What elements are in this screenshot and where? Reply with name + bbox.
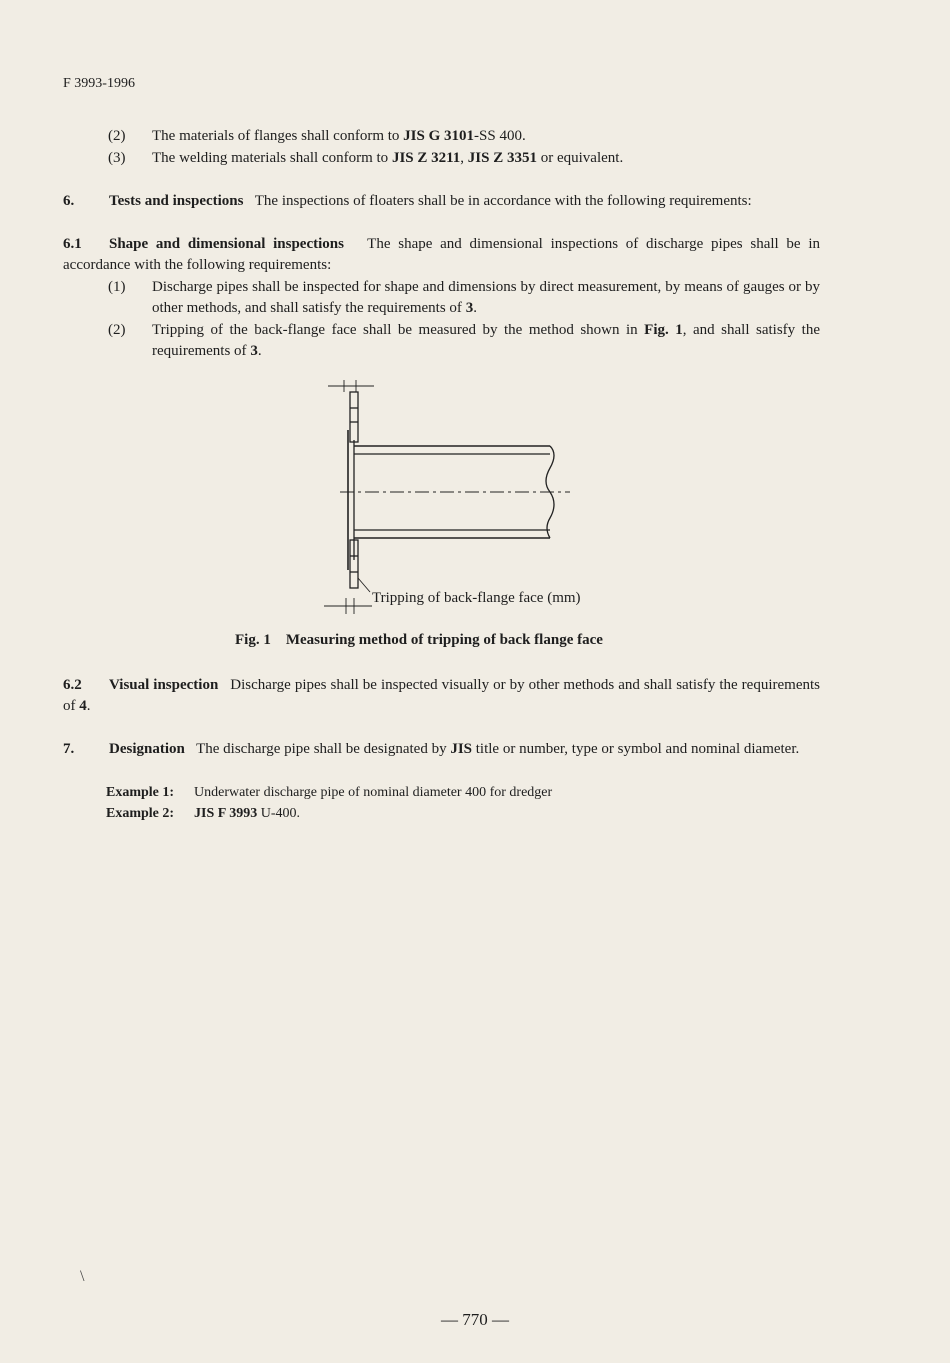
leader-line bbox=[358, 578, 370, 592]
section-title: Shape and dimensional inspections bbox=[109, 236, 344, 252]
jis-reference: JIS Z 3351 bbox=[467, 150, 537, 166]
jis-reference: JIS G 3101 bbox=[403, 128, 475, 144]
figure-1-diagram bbox=[300, 378, 620, 618]
standard-code: F 3993-1996 bbox=[63, 76, 135, 91]
example-label: Example 2: bbox=[106, 806, 175, 821]
gauge-top bbox=[350, 392, 358, 442]
section-text: The shape and dimensional inspections of discharge pipes shall be in accordance with the following requirements: bbox=[63, 236, 820, 273]
example-1 bbox=[106, 782, 706, 803]
section-6 bbox=[63, 191, 820, 212]
inspection-item-1: (1) Discharge pipes shall be inspected for shape and dimensions by direct measurement, by means of gauges or by other methods, and shall satisfy the requirements of 3. bbox=[108, 279, 820, 316]
example-text: U-400. bbox=[257, 806, 301, 821]
section-number: 6.2 bbox=[63, 677, 82, 693]
item-number: (2) bbox=[108, 128, 126, 144]
example-2 bbox=[106, 803, 706, 824]
materials-item-2: (2) The materials of flanges shall conform to JIS G 3101-SS 400. bbox=[108, 126, 828, 147]
inspection-item-2: (2) Tripping of the back-flange face shall be measured by the method shown in Fig. 1, and shall satisfy the requirements of 3. bbox=[108, 322, 820, 359]
section-number: 6. bbox=[63, 193, 75, 209]
jis-reference: JIS Z 3211 bbox=[391, 150, 461, 166]
figure-reference: Fig. 1 bbox=[644, 322, 683, 338]
item-number: (3) bbox=[108, 150, 126, 166]
jis-reference: JIS F 3993 bbox=[194, 806, 258, 821]
figure-number: Fig. 1 bbox=[235, 632, 271, 648]
section-6-1 bbox=[63, 234, 820, 276]
item-number: (2) bbox=[108, 322, 126, 338]
section-title: Visual inspection bbox=[109, 677, 219, 693]
page-number: — 770 — bbox=[441, 1310, 509, 1329]
section-text: The inspections of floaters shall be in accordance with the following requirements: bbox=[254, 193, 752, 209]
section-6-2: 6.2 Visual inspection Discharge pipes shall be inspected visually or by other methods and shall satisfy the requirements of 4. bbox=[63, 677, 820, 714]
jis-reference: JIS bbox=[450, 741, 473, 757]
section-title: Tests and inspections bbox=[109, 193, 244, 209]
section-title: Designation bbox=[109, 741, 185, 757]
item-number: (1) bbox=[108, 279, 126, 295]
clause-reference: 4 bbox=[79, 698, 87, 714]
section-7: 7. Designation The discharge pipe shall be designated by JIS title or number, type or symbol and nominal diameter. bbox=[63, 739, 820, 760]
section-number: 6.1 bbox=[63, 236, 82, 252]
figure-title: Measuring method of tripping of back flange face bbox=[285, 632, 603, 648]
example-label: Example 1: bbox=[106, 785, 175, 800]
example-text: Underwater discharge pipe of nominal diameter 400 for dredger bbox=[194, 785, 553, 800]
clause-reference: 3 bbox=[465, 300, 474, 316]
figure-label: Tripping of back-flange face (mm) bbox=[372, 590, 581, 606]
section-number: 7. bbox=[63, 741, 75, 757]
figure-caption bbox=[235, 632, 603, 649]
clause-reference: 3 bbox=[250, 343, 258, 359]
materials-item-3: (3) The welding materials shall conform to JIS Z 3211, JIS Z 3351 or equivalent. bbox=[108, 148, 828, 169]
stray-mark: \ bbox=[80, 1268, 85, 1285]
